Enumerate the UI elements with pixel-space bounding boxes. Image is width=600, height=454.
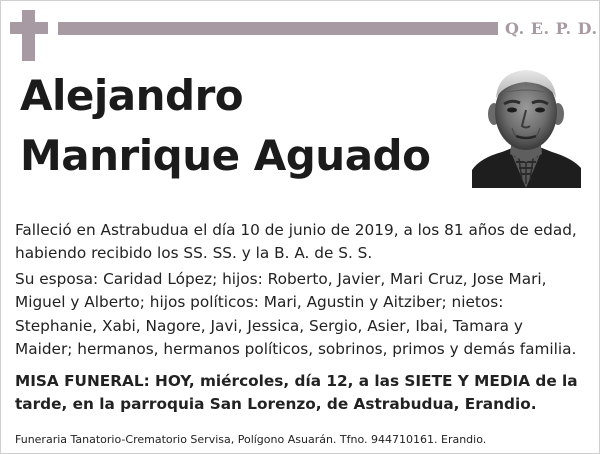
header-bar [58,22,498,35]
portrait-photo [472,62,581,188]
funeral-mass-text: MISA FUNERAL: HOY, miércoles, día 12, a las SIETE Y MEDIA de la tarde, en la parroquia San Lorenzo, de Astrabudua, Erandio. [15,372,578,414]
qepd-label: Q. E. P. D. [505,19,598,38]
family-text: Su esposa: Caridad López; hijos: Roberto, Javier, Mari Cruz, Jose Mari, Miguel y Alberto; hijos políticos: Mari, Agustin y Aitziber; nietos: Stephanie, Xabi, Nagore, Javi, Jessica, Sergio, Asier, Ibai, Tamara y Maider; hermanos, hermanos políticos, sobrinos, primos y demás familia. [15,270,577,358]
deceased-first-name: Alejandro [20,71,244,120]
death-notice-text: Falleció en Astrabudua el día 10 de junio de 2019, a los 81 años de edad, habiendo recibido los SS. SS. y la B. A. de S. S. [15,221,577,263]
deceased-surnames: Manrique Aguado [20,131,431,180]
funeral-home-footer: Funeraria Tanatorio-Crematorio Servisa, Polígono Asuarán. Tfno. 944710161. Erandio. [15,433,487,446]
